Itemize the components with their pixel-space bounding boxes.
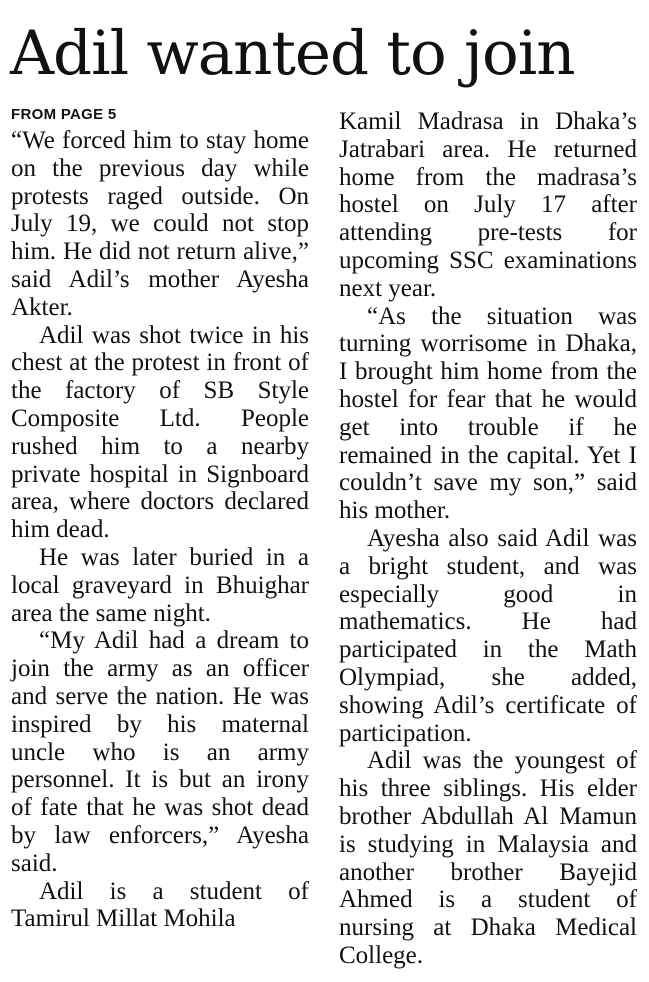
paragraph: He was later buried in a local graveyard in Bhuighar area the same night. xyxy=(11,543,309,627)
paragraph: Adil was shot twice in his chest at the protest in front of the factory of SB Style Composite Ltd. People rushed him to a nearby private hospital in Signboard area, where doctors declared him dead. xyxy=(11,321,309,544)
article-column-right xyxy=(339,108,637,970)
continuation-kicker: FROM PAGE 5 xyxy=(11,106,117,123)
paragraph: “We forced him to stay home on the previous day while protests raged outside. On July 19, we could not stop him. He did not return alive,” said Adil’s mother Ayesha Akter. xyxy=(11,127,309,321)
paragraph: “As the situation was turning worrisome in Dhaka, I brought him home from the hostel for fear that he would get into trouble if he remained in the capital. Yet I couldn’t save my son,” said his mother. xyxy=(339,302,637,525)
paragraph: “My Adil had a dream to join the army as an officer and serve the nation. He was inspired by his maternal uncle who is an army personnel. It is but an irony of fate that he was shot dead by law enforcers,” Ayesha said. xyxy=(11,627,309,877)
headline: Adil wanted to join xyxy=(10,18,575,89)
paragraph: Ayesha also said Adil was a bright student, and was especially good in mathematics. He had participated in the Math Olympiad, she added, showing Adil’s certificate of participation. xyxy=(339,524,637,747)
article-column-left xyxy=(11,105,309,933)
paragraph: Adil was the youngest of his three siblings. His elder brother Abdullah Al Mamun is studying in Malaysia and another brother Bayejid Ahmed is a student of nursing at Dhaka Medical College. xyxy=(339,747,637,969)
paragraph: Kamil Madrasa in Dhaka’s Jatrabari area. He returned home from the madrasa’s hostel on July 17 after attending pre-tests for upcoming SSC examinations next year. xyxy=(339,108,637,302)
paragraph: Adil is a student of Tamirul Millat Mohila xyxy=(11,877,309,933)
